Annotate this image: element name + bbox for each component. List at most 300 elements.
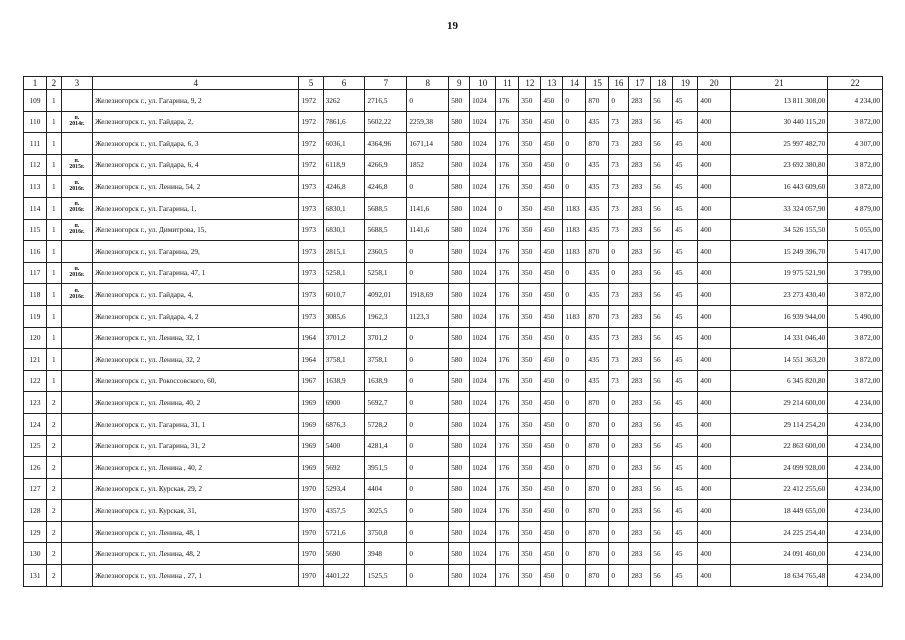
table-cell-col-7: 5688,5 xyxy=(365,197,407,219)
table-cell-col-4: Железногорск г., ул. Гайдара, 4, 2 xyxy=(93,305,299,327)
column-header-10: 10 xyxy=(470,77,496,90)
table-cell-col-15: 870 xyxy=(586,90,609,112)
table-cell-col-2: 2 xyxy=(47,543,62,565)
column-header-21: 21 xyxy=(730,77,827,90)
table-cell-col-6: 3701,2 xyxy=(323,327,365,349)
table-cell-col-1: 128 xyxy=(24,500,47,522)
table-cell-col-13: 450 xyxy=(541,219,563,241)
table-cell-col-19: 45 xyxy=(673,413,698,435)
table-cell-col-16: 0 xyxy=(609,435,629,457)
table-cell-col-14: 1183 xyxy=(563,241,586,263)
table-cell-col-21: 24 099 928,00 xyxy=(730,457,827,479)
table-cell-col-8: 0 xyxy=(407,500,449,522)
table-cell-col-11: 176 xyxy=(496,262,519,284)
column-header-4: 4 xyxy=(93,77,299,90)
table-cell-col-11: 176 xyxy=(496,111,519,133)
table-cell-col-15: 870 xyxy=(586,457,609,479)
table-cell-col-1: 116 xyxy=(24,241,47,263)
table-cell-col-18: 56 xyxy=(651,435,673,457)
table-cell-col-21: 29 114 254,20 xyxy=(730,413,827,435)
table-cell-col-4: Железногорск г., ул. Гагарина, 31, 2 xyxy=(93,435,299,457)
table-cell-col-1: 113 xyxy=(24,176,47,198)
table-cell-col-19: 45 xyxy=(673,219,698,241)
table-cell-col-15: 870 xyxy=(586,478,609,500)
table-cell-col-11: 176 xyxy=(496,457,519,479)
table-cell-col-17: 283 xyxy=(629,241,651,263)
table-cell-col-6: 6118,9 xyxy=(323,154,365,176)
table-cell-col-9: 580 xyxy=(449,521,470,543)
table-cell-col-19: 45 xyxy=(673,435,698,457)
table-cell-col-7: 4404 xyxy=(365,478,407,500)
table-cell-col-12: 350 xyxy=(519,154,541,176)
table-cell-col-12: 350 xyxy=(519,435,541,457)
table-row xyxy=(24,521,883,543)
table-cell-col-4: Железногорск г., ул. Ленина , 40, 2 xyxy=(93,457,299,479)
table-row xyxy=(24,392,883,414)
table-cell-col-12: 350 xyxy=(519,500,541,522)
table-cell-col-7: 1525,5 xyxy=(365,565,407,587)
table-cell-col-1: 119 xyxy=(24,305,47,327)
table-cell-col-10: 1024 xyxy=(470,176,496,198)
table-cell-col-9: 580 xyxy=(449,305,470,327)
column-header-14: 14 xyxy=(563,77,586,90)
table-cell-col-22: 3 872,00 xyxy=(828,176,883,198)
table-cell-col-19: 45 xyxy=(673,478,698,500)
table-cell-col-1: 109 xyxy=(24,90,47,112)
table-cell-col-12: 350 xyxy=(519,284,541,306)
table-cell-col-9: 580 xyxy=(449,349,470,371)
table-cell-col-21: 25 997 482,70 xyxy=(730,133,827,155)
table-cell-col-17: 283 xyxy=(629,521,651,543)
table-cell-col-18: 56 xyxy=(651,197,673,219)
table-cell-col-21: 30 440 115,20 xyxy=(730,111,827,133)
table-cell-col-17: 283 xyxy=(629,543,651,565)
table-body xyxy=(24,90,883,587)
table-cell-col-7: 5692,7 xyxy=(365,392,407,414)
table-cell-col-2: 1 xyxy=(47,197,62,219)
table-cell-col-21: 29 214 600,00 xyxy=(730,392,827,414)
column-header-3: 3 xyxy=(61,77,92,90)
table-cell-col-10: 1024 xyxy=(470,197,496,219)
table-cell-col-2: 1 xyxy=(47,327,62,349)
column-header-8: 8 xyxy=(407,77,449,90)
table-cell-col-1: 112 xyxy=(24,154,47,176)
table-cell-col-8: 0 xyxy=(407,262,449,284)
table-cell-col-20: 400 xyxy=(698,349,730,371)
table-row xyxy=(24,457,883,479)
table-cell-col-6: 3262 xyxy=(323,90,365,112)
column-header-5: 5 xyxy=(299,77,323,90)
table-cell-col-3 xyxy=(61,500,92,522)
table-cell-col-4: Железногорск г., ул. Ленина, 48, 1 xyxy=(93,521,299,543)
table-cell-col-22: 4 234,00 xyxy=(828,543,883,565)
table-cell-col-21: 16 939 944,00 xyxy=(730,305,827,327)
table-cell-col-18: 56 xyxy=(651,349,673,371)
table-cell-col-14: 0 xyxy=(563,565,586,587)
table-cell-col-6: 5692 xyxy=(323,457,365,479)
table-cell-col-16: 73 xyxy=(609,219,629,241)
table-cell-col-18: 56 xyxy=(651,565,673,587)
table-cell-col-6: 5293,4 xyxy=(323,478,365,500)
table-cell-col-17: 283 xyxy=(629,111,651,133)
table-cell-col-16: 0 xyxy=(609,413,629,435)
table-cell-col-13: 450 xyxy=(541,327,563,349)
table-cell-col-9: 580 xyxy=(449,327,470,349)
table-cell-col-6: 6010,7 xyxy=(323,284,365,306)
table-cell-col-15: 870 xyxy=(586,521,609,543)
table-cell-col-20: 400 xyxy=(698,521,730,543)
table-cell-col-8: 2259,38 xyxy=(407,111,449,133)
column-header-19: 19 xyxy=(673,77,698,90)
table-cell-col-16: 0 xyxy=(609,500,629,522)
table-cell-col-8: 1671,14 xyxy=(407,133,449,155)
table-cell-col-4: Железногорск г., ул. Гагарина, 29, xyxy=(93,241,299,263)
table-cell-col-12: 350 xyxy=(519,565,541,587)
table-cell-col-11: 176 xyxy=(496,521,519,543)
table-cell-col-12: 350 xyxy=(519,478,541,500)
table-cell-col-16: 73 xyxy=(609,133,629,155)
table-cell-col-15: 870 xyxy=(586,413,609,435)
table-cell-col-20: 400 xyxy=(698,478,730,500)
table-cell-col-18: 56 xyxy=(651,521,673,543)
table-cell-col-15: 870 xyxy=(586,133,609,155)
table-cell-col-6: 5258,1 xyxy=(323,262,365,284)
buildings-table xyxy=(23,76,883,587)
table-cell-col-3 xyxy=(61,133,92,155)
table-cell-col-5: 1969 xyxy=(299,392,323,414)
table-cell-col-20: 400 xyxy=(698,176,730,198)
table-cell-col-20: 400 xyxy=(698,241,730,263)
table-cell-col-1: 125 xyxy=(24,435,47,457)
table-cell-col-1: 111 xyxy=(24,133,47,155)
table-cell-col-2: 1 xyxy=(47,176,62,198)
table-cell-col-20: 400 xyxy=(698,284,730,306)
table-cell-col-4: Железногорск г., ул. Курская, 31, xyxy=(93,500,299,522)
table-cell-col-10: 1024 xyxy=(470,413,496,435)
table-cell-col-4: Железногорск г., ул. Гагарина, 1, xyxy=(93,197,299,219)
table-cell-col-18: 56 xyxy=(651,262,673,284)
table-cell-col-3 xyxy=(61,478,92,500)
table-cell-col-9: 580 xyxy=(449,111,470,133)
table-cell-col-19: 45 xyxy=(673,241,698,263)
column-header-20: 20 xyxy=(698,77,730,90)
table-cell-col-16: 0 xyxy=(609,543,629,565)
table-cell-col-17: 283 xyxy=(629,154,651,176)
table-cell-col-2: 1 xyxy=(47,241,62,263)
table-cell-col-16: 73 xyxy=(609,284,629,306)
table-cell-col-19: 45 xyxy=(673,500,698,522)
table-cell-col-9: 580 xyxy=(449,133,470,155)
table-cell-col-10: 1024 xyxy=(470,90,496,112)
table-cell-col-17: 283 xyxy=(629,349,651,371)
table-cell-col-5: 1972 xyxy=(299,90,323,112)
table-cell-col-9: 580 xyxy=(449,435,470,457)
table-cell-col-1: 131 xyxy=(24,565,47,587)
table-cell-col-6: 6830,1 xyxy=(323,219,365,241)
table-cell-col-22: 4 307,00 xyxy=(828,133,883,155)
table-cell-col-10: 1024 xyxy=(470,284,496,306)
table-cell-col-2: 1 xyxy=(47,262,62,284)
table-cell-col-3 xyxy=(61,457,92,479)
table-cell-col-6: 3085,6 xyxy=(323,305,365,327)
table-cell-col-4: Железногорск г., ул. Гайдара, 6, 4 xyxy=(93,154,299,176)
table-cell-col-17: 283 xyxy=(629,197,651,219)
table-cell-col-21: 19 975 521,90 xyxy=(730,262,827,284)
table-cell-col-21: 14 331 046,40 xyxy=(730,327,827,349)
table-cell-col-22: 3 799,00 xyxy=(828,262,883,284)
table-cell-col-13: 450 xyxy=(541,305,563,327)
table-cell-col-7: 3701,2 xyxy=(365,327,407,349)
table-cell-col-18: 56 xyxy=(651,284,673,306)
table-cell-col-9: 580 xyxy=(449,413,470,435)
table-cell-col-16: 0 xyxy=(609,392,629,414)
table-cell-col-17: 283 xyxy=(629,565,651,587)
table-row xyxy=(24,284,883,306)
table-cell-col-9: 580 xyxy=(449,500,470,522)
table-cell-col-10: 1024 xyxy=(470,133,496,155)
table-cell-col-14: 1183 xyxy=(563,305,586,327)
table-cell-col-16: 73 xyxy=(609,197,629,219)
table-cell-col-17: 283 xyxy=(629,413,651,435)
table-cell-col-17: 283 xyxy=(629,176,651,198)
table-cell-col-14: 1183 xyxy=(563,219,586,241)
table-cell-col-15: 870 xyxy=(586,392,609,414)
table-cell-col-3: п. 2016г. xyxy=(61,262,92,284)
table-cell-col-22: 4 234,00 xyxy=(828,500,883,522)
table-cell-col-21: 13 811 308,00 xyxy=(730,90,827,112)
table-cell-col-21: 23 692 380,80 xyxy=(730,154,827,176)
table-cell-col-7: 4364,96 xyxy=(365,133,407,155)
table-cell-col-14: 0 xyxy=(563,478,586,500)
table-row xyxy=(24,133,883,155)
table-cell-col-7: 3750,8 xyxy=(365,521,407,543)
table-cell-col-2: 1 xyxy=(47,133,62,155)
table-cell-col-4: Железногорск г., ул. Курская, 29, 2 xyxy=(93,478,299,500)
table-row xyxy=(24,197,883,219)
table-cell-col-12: 350 xyxy=(519,90,541,112)
table-cell-col-6: 2815,1 xyxy=(323,241,365,263)
table-cell-col-18: 56 xyxy=(651,413,673,435)
table-cell-col-10: 1024 xyxy=(470,543,496,565)
table-cell-col-6: 6876,3 xyxy=(323,413,365,435)
table-cell-col-14: 0 xyxy=(563,90,586,112)
table-cell-col-8: 0 xyxy=(407,565,449,587)
table-cell-col-12: 350 xyxy=(519,111,541,133)
table-cell-col-2: 2 xyxy=(47,478,62,500)
table-cell-col-18: 56 xyxy=(651,392,673,414)
table-cell-col-19: 45 xyxy=(673,284,698,306)
table-cell-col-22: 4 234,00 xyxy=(828,90,883,112)
table-cell-col-22: 4 234,00 xyxy=(828,478,883,500)
table-cell-col-22: 5 417,00 xyxy=(828,241,883,263)
column-header-9: 9 xyxy=(449,77,470,90)
table-cell-col-2: 2 xyxy=(47,457,62,479)
table-cell-col-13: 450 xyxy=(541,543,563,565)
table-cell-col-20: 400 xyxy=(698,392,730,414)
table-cell-col-15: 435 xyxy=(586,219,609,241)
table-cell-col-11: 176 xyxy=(496,392,519,414)
table-cell-col-11: 176 xyxy=(496,176,519,198)
table-cell-col-10: 1024 xyxy=(470,262,496,284)
table-cell-col-1: 130 xyxy=(24,543,47,565)
table-cell-col-5: 1973 xyxy=(299,197,323,219)
table-cell-col-15: 435 xyxy=(586,284,609,306)
table-cell-col-15: 435 xyxy=(586,370,609,392)
table-cell-col-3 xyxy=(61,565,92,587)
table-cell-col-21: 18 634 765,48 xyxy=(730,565,827,587)
table-cell-col-16: 73 xyxy=(609,111,629,133)
table-cell-col-3: п. 2016г. xyxy=(61,219,92,241)
table-cell-col-9: 580 xyxy=(449,478,470,500)
table-cell-col-16: 73 xyxy=(609,154,629,176)
table-cell-col-6: 1638,9 xyxy=(323,370,365,392)
table-cell-col-17: 283 xyxy=(629,219,651,241)
table-cell-col-1: 121 xyxy=(24,349,47,371)
table-cell-col-11: 176 xyxy=(496,478,519,500)
table-cell-col-17: 283 xyxy=(629,435,651,457)
table-cell-col-8: 1141,6 xyxy=(407,219,449,241)
table-cell-col-19: 45 xyxy=(673,565,698,587)
table-cell-col-14: 0 xyxy=(563,284,586,306)
table-cell-col-11: 176 xyxy=(496,90,519,112)
table-cell-col-1: 110 xyxy=(24,111,47,133)
table-cell-col-22: 4 234,00 xyxy=(828,392,883,414)
table-cell-col-1: 123 xyxy=(24,392,47,414)
table-cell-col-19: 45 xyxy=(673,197,698,219)
table-cell-col-7: 5728,2 xyxy=(365,413,407,435)
table-cell-col-21: 34 526 155,50 xyxy=(730,219,827,241)
table-row xyxy=(24,176,883,198)
table-cell-col-21: 23 273 430,40 xyxy=(730,284,827,306)
table-cell-col-16: 73 xyxy=(609,370,629,392)
table-cell-col-18: 56 xyxy=(651,500,673,522)
column-header-16: 16 xyxy=(609,77,629,90)
table-cell-col-21: 22 412 255,60 xyxy=(730,478,827,500)
table-cell-col-5: 1970 xyxy=(299,543,323,565)
table-cell-col-14: 0 xyxy=(563,327,586,349)
table-cell-col-18: 56 xyxy=(651,90,673,112)
table-cell-col-3: п. 2016г. xyxy=(61,176,92,198)
table-cell-col-4: Железногорск г., ул. Ленина, 54, 2 xyxy=(93,176,299,198)
table-cell-col-7: 3948 xyxy=(365,543,407,565)
table-cell-col-6: 4246,8 xyxy=(323,176,365,198)
table-cell-col-18: 56 xyxy=(651,241,673,263)
table-cell-col-11: 176 xyxy=(496,305,519,327)
header-row xyxy=(24,77,883,90)
table-cell-col-13: 450 xyxy=(541,133,563,155)
table-cell-col-2: 1 xyxy=(47,284,62,306)
table-cell-col-16: 0 xyxy=(609,521,629,543)
table-cell-col-16: 0 xyxy=(609,262,629,284)
table-cell-col-9: 580 xyxy=(449,457,470,479)
table-cell-col-21: 14 551 363,20 xyxy=(730,349,827,371)
table-cell-col-22: 4 234,00 xyxy=(828,521,883,543)
table-cell-col-15: 870 xyxy=(586,435,609,457)
table-cell-col-7: 1962,3 xyxy=(365,305,407,327)
table-cell-col-20: 400 xyxy=(698,500,730,522)
table-cell-col-2: 2 xyxy=(47,500,62,522)
table-cell-col-3 xyxy=(61,521,92,543)
table-cell-col-20: 400 xyxy=(698,413,730,435)
table-cell-col-3 xyxy=(61,370,92,392)
table-cell-col-21: 33 324 057,90 xyxy=(730,197,827,219)
table-cell-col-15: 870 xyxy=(586,565,609,587)
table-cell-col-7: 5602,22 xyxy=(365,111,407,133)
table-cell-col-10: 1024 xyxy=(470,305,496,327)
table-cell-col-18: 56 xyxy=(651,327,673,349)
table-cell-col-5: 1969 xyxy=(299,413,323,435)
table-cell-col-8: 1123,3 xyxy=(407,305,449,327)
table-cell-col-9: 580 xyxy=(449,262,470,284)
table-cell-col-3 xyxy=(61,435,92,457)
table-cell-col-14: 0 xyxy=(563,349,586,371)
table-cell-col-5: 1973 xyxy=(299,305,323,327)
table-cell-col-4: Железногорск г., ул. Ленина, 32, 1 xyxy=(93,327,299,349)
table-cell-col-8: 0 xyxy=(407,457,449,479)
table-cell-col-2: 2 xyxy=(47,413,62,435)
column-header-22: 22 xyxy=(828,77,883,90)
table-cell-col-2: 2 xyxy=(47,565,62,587)
table-cell-col-10: 1024 xyxy=(470,349,496,371)
table-cell-col-21: 16 443 609,60 xyxy=(730,176,827,198)
table-cell-col-14: 0 xyxy=(563,176,586,198)
table-cell-col-9: 580 xyxy=(449,154,470,176)
table-cell-col-13: 450 xyxy=(541,370,563,392)
table-cell-col-7: 3025,5 xyxy=(365,500,407,522)
table-cell-col-6: 4357,5 xyxy=(323,500,365,522)
table-cell-col-15: 870 xyxy=(586,543,609,565)
table-cell-col-15: 435 xyxy=(586,176,609,198)
table-cell-col-20: 400 xyxy=(698,305,730,327)
table-cell-col-5: 1972 xyxy=(299,111,323,133)
table-cell-col-18: 56 xyxy=(651,457,673,479)
table-cell-col-14: 0 xyxy=(563,392,586,414)
table-cell-col-7: 4092,01 xyxy=(365,284,407,306)
table-cell-col-8: 1918,69 xyxy=(407,284,449,306)
table-cell-col-3: п. 2015г. xyxy=(61,154,92,176)
table-cell-col-22: 4 879,00 xyxy=(828,197,883,219)
table-cell-col-12: 350 xyxy=(519,176,541,198)
table-cell-col-2: 1 xyxy=(47,154,62,176)
table-cell-col-9: 580 xyxy=(449,370,470,392)
table-cell-col-4: Железногорск г., ул. Гайдара, 6, 3 xyxy=(93,133,299,155)
table-cell-col-10: 1024 xyxy=(470,219,496,241)
table-cell-col-7: 2360,5 xyxy=(365,241,407,263)
table-cell-col-12: 350 xyxy=(519,262,541,284)
table-cell-col-22: 3 872,00 xyxy=(828,349,883,371)
table-cell-col-22: 3 872,00 xyxy=(828,154,883,176)
table-cell-col-6: 4401,22 xyxy=(323,565,365,587)
column-header-13: 13 xyxy=(541,77,563,90)
table-cell-col-13: 450 xyxy=(541,284,563,306)
table-cell-col-12: 350 xyxy=(519,413,541,435)
table-cell-col-17: 283 xyxy=(629,262,651,284)
table-cell-col-16: 0 xyxy=(609,565,629,587)
table-cell-col-1: 118 xyxy=(24,284,47,306)
table-cell-col-4: Железногорск г., ул. Гагарина, 31, 1 xyxy=(93,413,299,435)
table-cell-col-15: 870 xyxy=(586,305,609,327)
column-header-7: 7 xyxy=(365,77,407,90)
table-cell-col-17: 283 xyxy=(629,478,651,500)
table-cell-col-7: 5688,5 xyxy=(365,219,407,241)
table-row xyxy=(24,262,883,284)
table-cell-col-19: 45 xyxy=(673,327,698,349)
table-cell-col-14: 0 xyxy=(563,457,586,479)
table-row xyxy=(24,370,883,392)
table-cell-col-19: 45 xyxy=(673,305,698,327)
table-cell-col-10: 1024 xyxy=(470,500,496,522)
table-cell-col-20: 400 xyxy=(698,219,730,241)
